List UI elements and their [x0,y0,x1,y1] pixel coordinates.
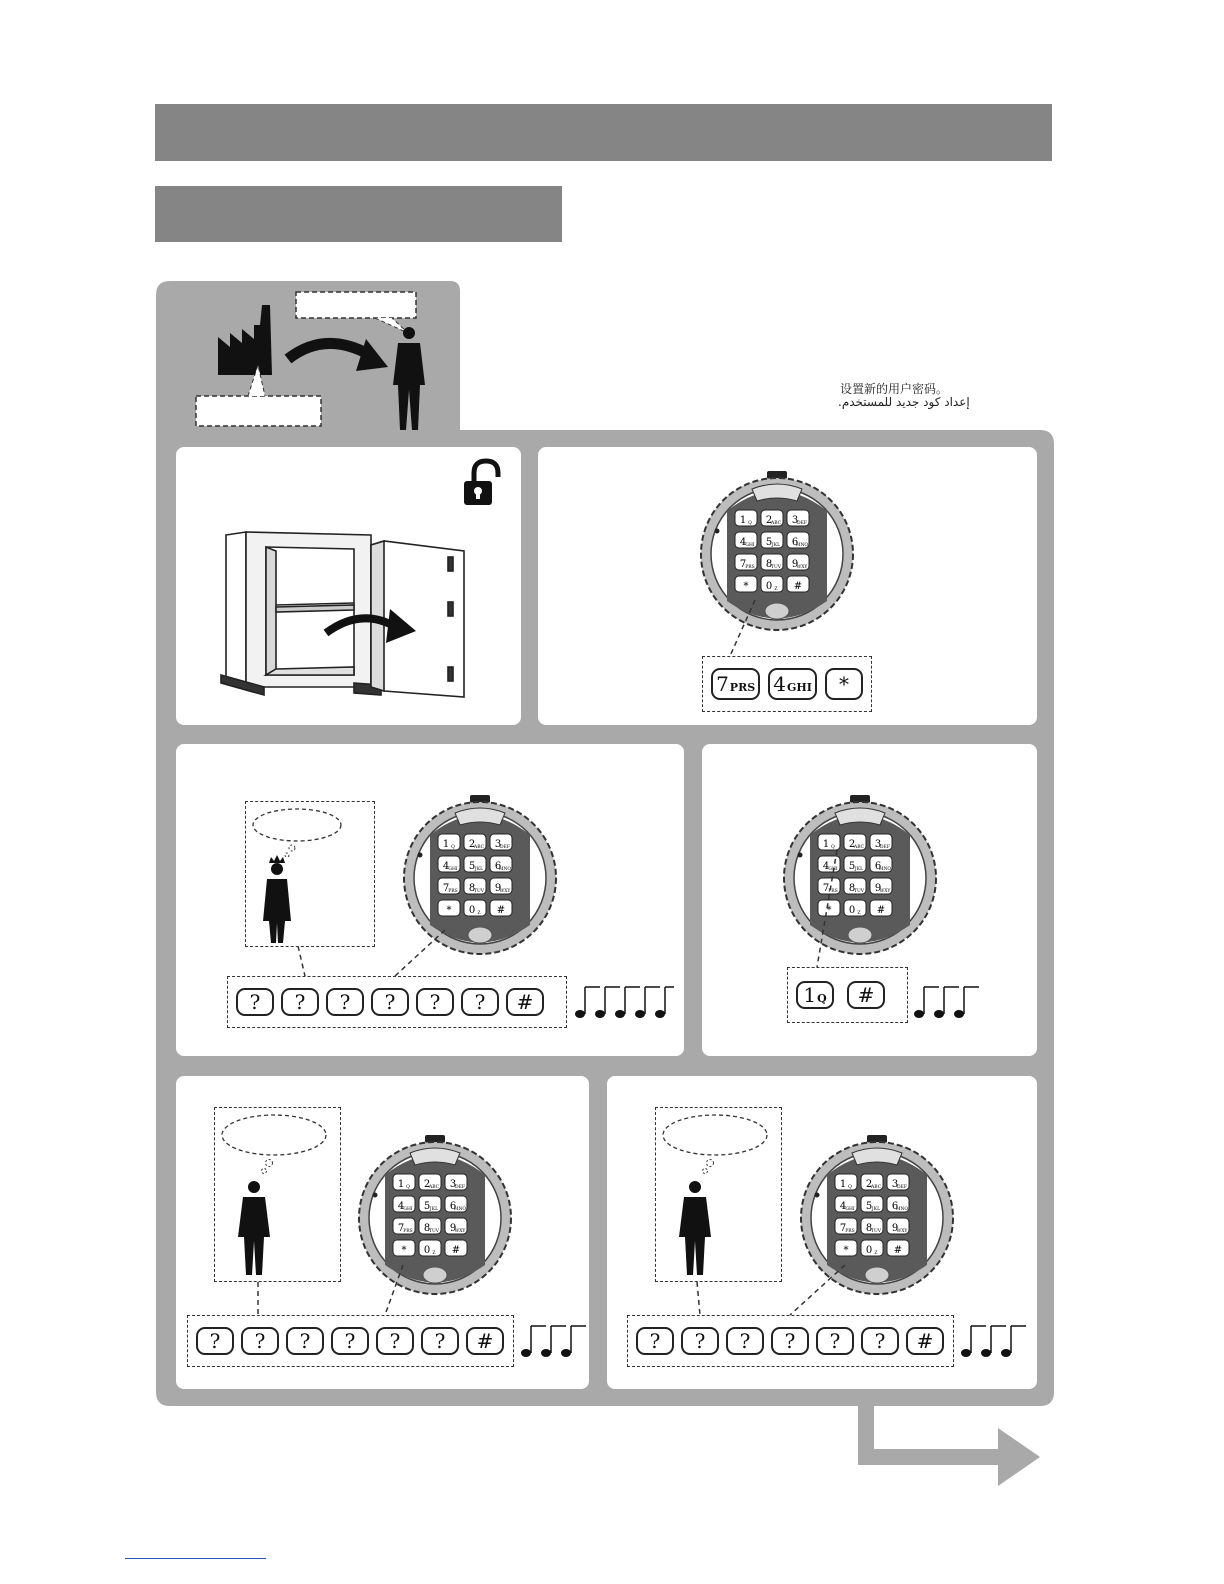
key-cap: ? [376,1327,414,1355]
svg-text:#: # [451,1245,461,1256]
user-icon [679,1181,711,1275]
svg-text:0: 0 [423,1245,431,1256]
key-cap: ? [286,1327,324,1355]
svg-text:2: 2 [865,1179,873,1190]
user-figure-step-6 [655,1107,782,1282]
music-note-icon [1001,1326,1026,1357]
key-cap: ? [331,1327,369,1355]
svg-text:ABC: ABC [870,1185,882,1190]
svg-text:2: 2 [423,1179,431,1190]
svg-text:3: 3 [891,1179,899,1190]
svg-text:8: 8 [765,559,773,570]
svg-text:1: 1 [739,515,747,526]
key-cap: ? [241,1327,279,1355]
user-figure-step-5 [214,1107,341,1282]
music-note-icon [954,987,979,1018]
music-note-icon [655,987,674,1018]
svg-text:4: 4 [397,1201,405,1212]
key-sequence-step-3 [227,976,567,1028]
svg-text:JKL: JKL [871,1207,881,1212]
svg-text:3: 3 [874,839,882,850]
svg-text:DEF: DEF [896,1185,908,1190]
key-cap: ? [861,1327,899,1355]
svg-text:PRS: PRS [745,565,755,570]
svg-text:3: 3 [791,515,799,526]
svg-text:#: # [496,905,506,916]
svg-text:8: 8 [468,883,476,894]
key-cap: ? [281,988,319,1016]
svg-text:ABC: ABC [853,845,865,850]
key-cap: ? [816,1327,854,1355]
svg-text:7: 7 [442,883,450,894]
svg-text:WXY: WXY [879,889,891,894]
key-cap: ? [636,1327,674,1355]
svg-text:#: # [893,1245,903,1256]
key-sequence-step-4 [787,967,908,1023]
key-cap: ? [326,988,364,1016]
key-cap: ? [416,988,454,1016]
svg-text:9: 9 [494,883,502,894]
svg-text:Z: Z [874,1251,878,1256]
svg-text:TUV: TUV [473,889,485,894]
svg-text:5: 5 [765,537,773,548]
key-sequence-step-2 [702,656,872,712]
svg-text:Z: Z [432,1251,436,1256]
svg-text:Q: Q [848,1185,852,1190]
svg-text:6: 6 [891,1201,899,1212]
svg-text:0: 0 [765,581,773,592]
key-sequence-step-5 [187,1315,514,1367]
key-cap: # [506,988,544,1016]
svg-text:PRS: PRS [403,1229,413,1234]
svg-text:DEF: DEF [454,1185,466,1190]
svg-text:6: 6 [791,537,799,548]
beep-notes-3-icon [913,983,983,1023]
svg-text:JKL: JKL [854,867,864,872]
svg-text:2: 2 [468,839,476,850]
svg-text:5: 5 [848,861,856,872]
svg-text:0: 0 [865,1245,873,1256]
svg-text:DEF: DEF [879,845,891,850]
svg-text:Q: Q [451,845,455,850]
svg-text:4: 4 [822,861,830,872]
svg-text:GHI: GHI [828,867,838,872]
svg-text:1: 1 [397,1179,405,1190]
svg-text:6: 6 [449,1201,457,1212]
key-cap: # [466,1327,504,1355]
key-cap: ? [771,1327,809,1355]
key-sequence-step-6 [627,1315,954,1367]
svg-text:2: 2 [765,515,773,526]
svg-text:5: 5 [423,1201,431,1212]
svg-text:1: 1 [442,839,450,850]
svg-text:*: * [401,1245,407,1256]
key-cap: # [906,1327,944,1355]
svg-text:DEF: DEF [499,845,511,850]
svg-text:ABC: ABC [428,1185,440,1190]
instruction-chinese: 设置新的用户密码。 [840,382,949,396]
svg-text:7: 7 [739,559,747,570]
svg-text:WXY: WXY [796,565,808,570]
svg-text:3: 3 [494,839,502,850]
svg-text:0: 0 [468,905,476,916]
svg-text:GHI: GHI [845,1207,855,1212]
svg-text:5: 5 [468,861,476,872]
svg-text:*: * [826,905,832,916]
svg-text:PRS: PRS [845,1229,855,1234]
svg-text:8: 8 [848,883,856,894]
svg-text:1: 1 [839,1179,847,1190]
svg-text:JKL: JKL [429,1207,439,1212]
svg-text:TUV: TUV [870,1229,882,1234]
user-icon [238,1181,270,1275]
thought-bubble [253,809,341,841]
svg-text:MNO: MNO [795,543,809,548]
svg-text:7: 7 [839,1223,847,1234]
svg-text:Z: Z [774,587,778,592]
svg-text:5: 5 [865,1201,873,1212]
key-cap: ? [421,1327,459,1355]
svg-text:8: 8 [423,1223,431,1234]
svg-text:GHI: GHI [745,543,755,548]
svg-text:9: 9 [449,1223,457,1234]
svg-text:Q: Q [831,845,835,850]
svg-text:WXY: WXY [454,1229,466,1234]
svg-text:DEF: DEF [796,521,808,526]
svg-text:9: 9 [791,559,799,570]
svg-text:Z: Z [857,911,861,916]
master-user-icon [263,855,291,943]
svg-text:#: # [793,581,803,592]
svg-text:MNO: MNO [895,1207,909,1212]
svg-text:GHI: GHI [448,867,458,872]
svg-text:TUV: TUV [853,889,865,894]
instruction-arabic: إعداد كود جديد للمستخدم. [838,395,970,409]
key-cap: 7 PRS [711,668,760,700]
key-cap: 4 GHI [768,668,817,700]
svg-text:ABC: ABC [473,845,485,850]
svg-text:6: 6 [494,861,502,872]
svg-text:Q: Q [748,521,752,526]
svg-text:MNO: MNO [453,1207,467,1212]
master-user-figure [245,801,375,947]
svg-text:PRS: PRS [828,889,838,894]
svg-text:4: 4 [739,537,747,548]
key-cap: ? [236,988,274,1016]
svg-text:JKL: JKL [474,867,484,872]
key-cap: ? [726,1327,764,1355]
key-cap: ? [461,988,499,1016]
music-note-icon [561,1326,586,1357]
key-cap: 1 Q [796,981,834,1009]
svg-text:4: 4 [442,861,450,872]
svg-text:Z: Z [477,911,481,916]
svg-text:7: 7 [822,883,830,894]
svg-text:3: 3 [449,1179,457,1190]
svg-text:*: * [843,1245,849,1256]
svg-text:2: 2 [848,839,856,850]
svg-text:#: # [876,905,886,916]
beep-notes-3-icon [960,1322,1030,1362]
svg-text:WXY: WXY [896,1229,908,1234]
svg-text:0: 0 [848,905,856,916]
svg-text:7: 7 [397,1223,405,1234]
svg-text:WXY: WXY [499,889,511,894]
beep-notes-3-icon [520,1322,590,1362]
svg-text:*: * [743,581,749,592]
svg-text:ABC: ABC [770,521,782,526]
svg-text:MNO: MNO [878,867,892,872]
svg-text:PRS: PRS [448,889,458,894]
key-cap: # [847,981,885,1009]
svg-text:MNO: MNO [498,867,512,872]
svg-text:JKL: JKL [771,543,781,548]
footer-link-line [125,1558,266,1559]
key-cap: ? [371,988,409,1016]
svg-text:9: 9 [874,883,882,894]
svg-text:8: 8 [865,1223,873,1234]
svg-text:9: 9 [891,1223,899,1234]
svg-text:*: * [446,905,452,916]
svg-text:TUV: TUV [428,1229,440,1234]
key-cap: * [825,668,863,700]
svg-text:TUV: TUV [770,565,782,570]
svg-text:4: 4 [839,1201,847,1212]
svg-text:1: 1 [822,839,830,850]
key-cap: ? [196,1327,234,1355]
svg-text:Q: Q [406,1185,410,1190]
svg-text:6: 6 [874,861,882,872]
svg-text:GHI: GHI [403,1207,413,1212]
beep-notes-5-icon [574,983,674,1023]
key-cap: ? [681,1327,719,1355]
